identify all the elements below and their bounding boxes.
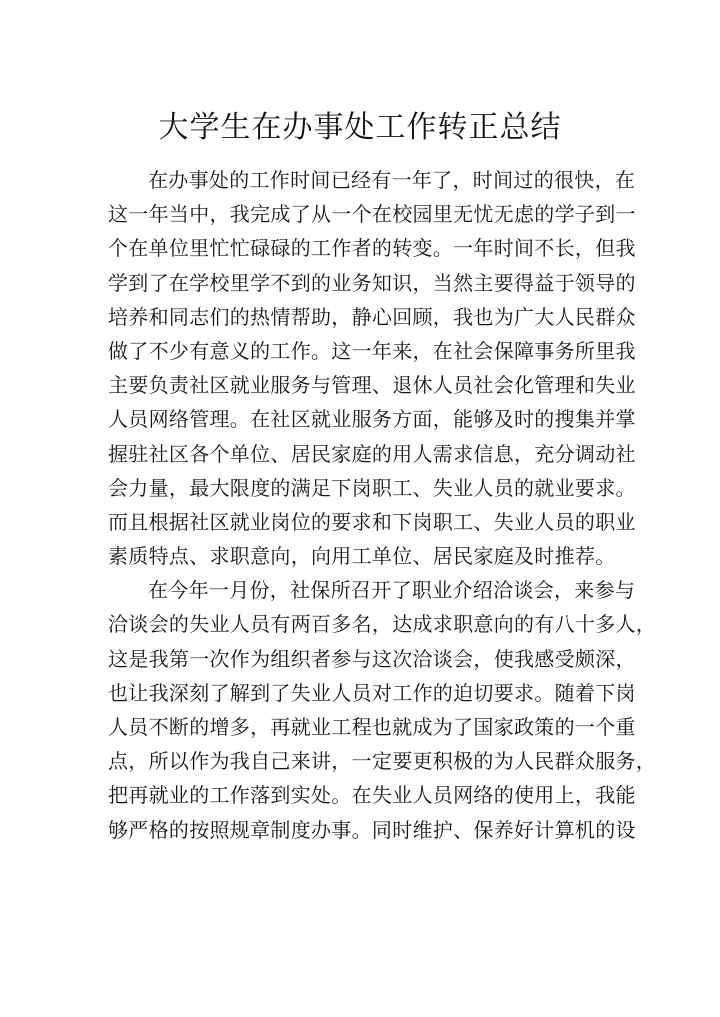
- text-line: 也让我深刻了解到了失业人员对工作的迫切要求。随着下岗: [108, 680, 636, 705]
- text-line: 在今年一月份，社保所召开了职业介绍洽谈会，来参与: [148, 578, 636, 603]
- text-line: 这是我第一次作为组织者参与这次洽谈会，使我感受颇深，: [108, 646, 636, 671]
- text-line: 点，所以作为我自己来讲，一定要更积极的为人民群众服务，: [108, 749, 657, 774]
- text-line: 人员不断的增多，再就业工程也就成为了国家政策的一个重: [108, 715, 636, 739]
- document-title: 大学生在办事处工作转正总结: [158, 110, 562, 145]
- paragraph-2: [108, 573, 657, 847]
- text-line: 够严格的按照规章制度办事。同时维护、保养好计算机的设: [108, 817, 636, 842]
- text-line: 这一年当中，我完成了从一个在校园里无忧无虑的学子到一: [108, 202, 636, 227]
- text-line: 人员网络管理。在社区就业服务方面，能够及时的搜集并掌: [108, 407, 636, 432]
- text-line: 把再就业的工作落到实处。在失业人员网络的使用上，我能: [108, 783, 636, 808]
- text-line: 而且根据社区就业岗位的要求和下岗职工、失业人员的职业: [108, 509, 636, 534]
- text-line: 学到了在学校里学不到的业务知识，当然主要得益于领导的: [108, 270, 636, 295]
- paragraph-1: [108, 163, 636, 573]
- text-line: 在办事处的工作时间已经有一年了，时间过的很快，在: [148, 168, 636, 192]
- text-line: 洽谈会的失业人员有两百多名，达成求职意向的有八十多人，: [108, 612, 657, 637]
- text-line: 会力量，最大限度的满足下岗职工、失业人员的就业要求。: [108, 475, 636, 500]
- text-line: 素质特点、求职意向，向用工单位、居民家庭及时推荐。: [108, 544, 616, 569]
- text-line: 主要负责社区就业服务与管理、退休人员社会化管理和失业: [108, 373, 636, 398]
- text-line: 培养和同志们的热情帮助，静心回顾，我也为广大人民群众: [108, 304, 636, 329]
- text-line: 做了不少有意义的工作。这一年来，在社会保障事务所里我: [108, 338, 636, 363]
- document-body: [108, 163, 657, 847]
- text-line: 个在单位里忙忙碌碌的工作者的转变。一年时间不长，但我: [108, 236, 636, 261]
- text-line: 握驻社区各个单位、居民家庭的用人需求信息，充分调动社: [108, 441, 636, 466]
